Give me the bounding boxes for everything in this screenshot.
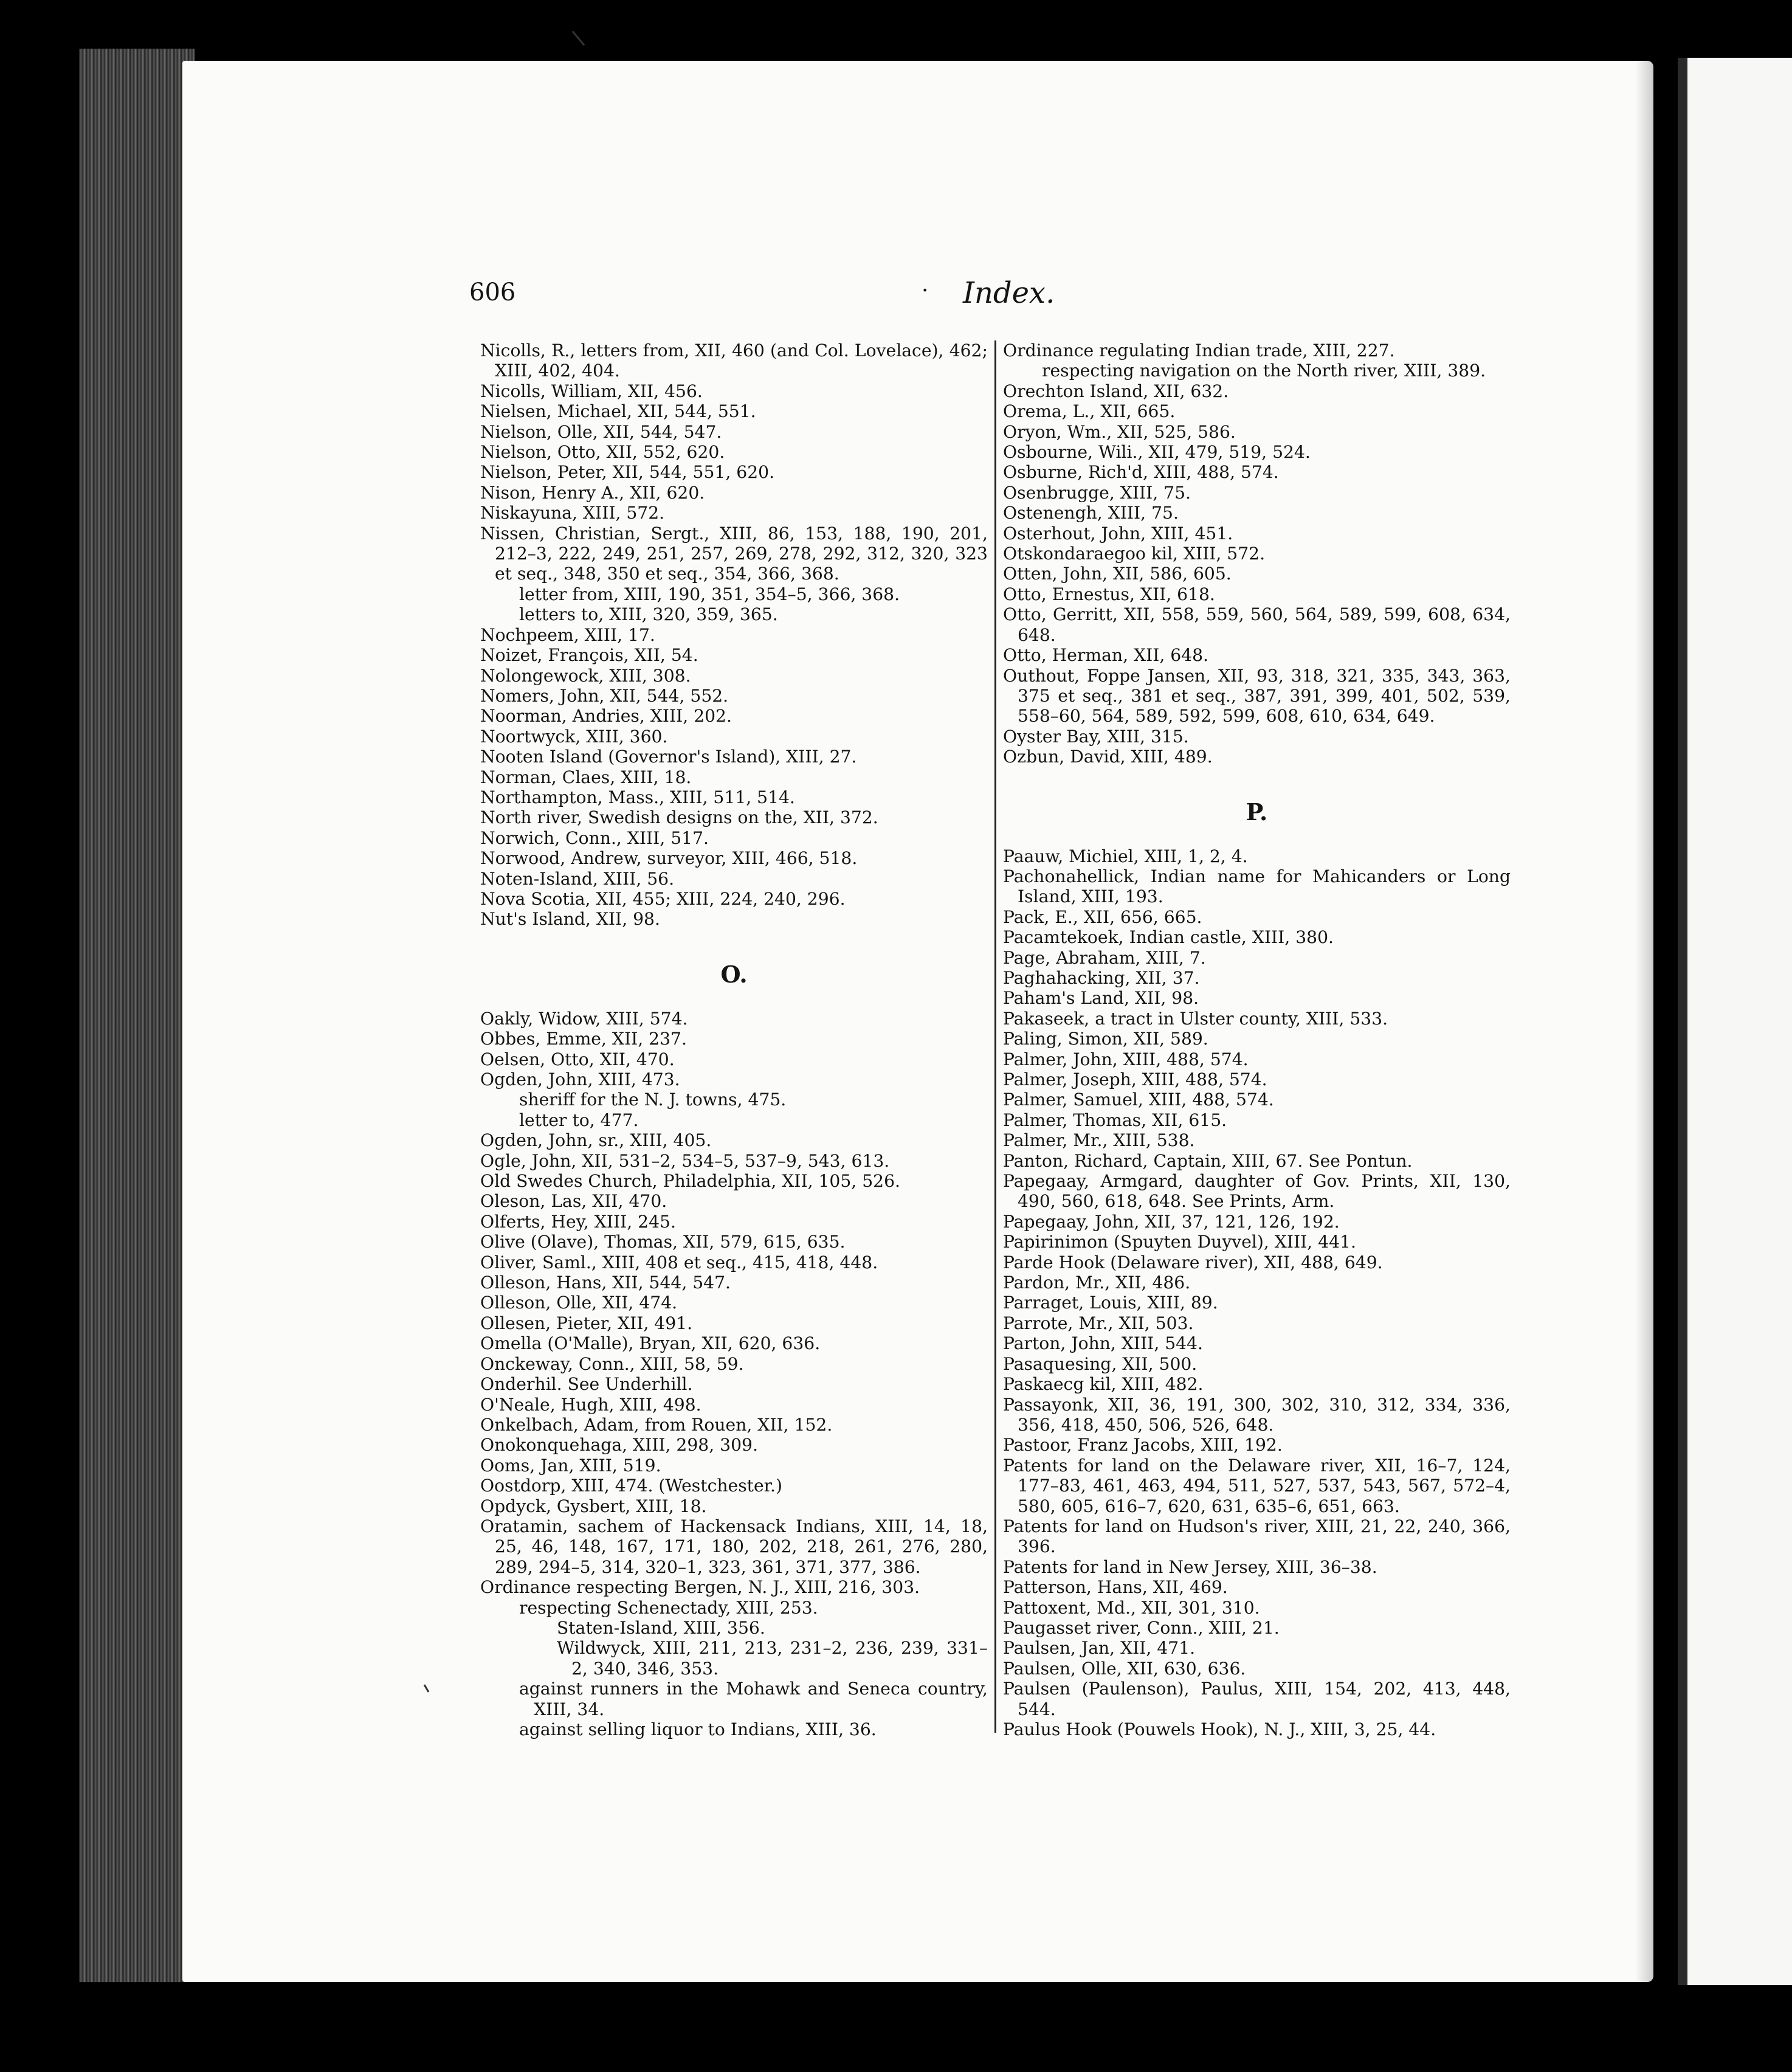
column-divider [994,340,996,1733]
index-entry: Patents for land on Hudson's river, XIII, 21, 22, 240, 366, 396. [1003,1516,1511,1557]
index-entry: Niskayuna, XIII, 572. [480,503,665,523]
index-entry: Ordinance respecting Bergen, N. J., XIII, 216, 303. [480,1577,920,1598]
index-entry: Paghahacking, XII, 37. [1003,967,1200,988]
index-entry: Onokonquehaga, XIII, 298, 309. [480,1435,758,1456]
index-entry: O'Neale, Hugh, XIII, 498. [480,1394,701,1415]
index-entry: Parde Hook (Delaware river), XII, 488, 649. [1003,1252,1383,1273]
section-letter-o: O. [720,960,748,988]
index-entry: Osbourne, Wili., XII, 479, 519, 524. [1003,442,1311,463]
index-entry: Papirinimon (Spuyten Duyvel), XIII, 441. [1003,1232,1356,1252]
index-entry: Paugasset river, Conn., XIII, 21. [1003,1617,1280,1638]
index-entry: Paulus Hook (Pouwels Hook), N. J., XIII, 3, 25, 44. [1003,1719,1436,1739]
page-header [0,278,1792,315]
index-entry: Nooten Island (Governor's Island), XIII, 27. [480,747,857,767]
index-entry: letter to, 477. [519,1110,639,1130]
index-entry: Ogden, John, XIII, 473. [480,1069,680,1090]
index-entry: Oratamin, sachem of Hackensack Indians, XIII, 14, 18, 25, 46, 148, 167, 171, 180, 202, 218, 261, 276, 280, 289, 294–5, 314, 320–1, 323, 361, 371, 377, 386. [480,1516,988,1577]
index-entry: Outhout, Foppe Jansen, XII, 93, 318, 321, 335, 343, 363, 375 et seq., 381 et seq., 387, 391, 399, 401, 502, 539, 558–60, 564, 589, 592, 599, 608, 610, 634, 649. [1003,665,1511,727]
index-entry: Olleson, Hans, XII, 544, 547. [480,1273,731,1293]
index-entry: sheriff for the N. J. towns, 475. [519,1090,787,1110]
index-entry: Noizet, François, XII, 54. [480,645,698,666]
index-entry: Northampton, Mass., XIII, 511, 514. [480,787,795,807]
index-entry: Page, Abraham, XIII, 7. [1003,947,1206,968]
index-entry: Pardon, Mr., XII, 486. [1003,1273,1191,1293]
index-entry: Orema, L., XII, 665. [1003,401,1176,422]
index-entry: respecting Schenectady, XIII, 253. [519,1597,818,1618]
index-entry: Paulsen, Olle, XII, 630, 636. [1003,1658,1246,1679]
left-column [480,340,988,1739]
index-entry: Oakly, Widow, XIII, 574. [480,1008,688,1029]
index-entry: Ogle, John, XII, 531–2, 534–5, 537–9, 543, 613. [480,1150,890,1171]
index-entry: Patents for land in New Jersey, XIII, 36–38. [1003,1556,1377,1577]
right-entries-o [1003,340,1511,767]
index-entry: Nut's Island, XII, 98. [480,909,660,930]
right-column [1003,340,1511,1739]
index-entry: Onckeway, Conn., XIII, 58, 59. [480,1353,744,1374]
index-entry: Nison, Henry A., XII, 620. [480,482,705,503]
index-entry: Oryon, Wm., XII, 525, 586. [1003,421,1236,442]
index-entry: Oyster Bay, XIII, 315. [1003,726,1189,747]
index-entry: Paling, Simon, XII, 589. [1003,1029,1208,1049]
index-entry: Nicolls, William, XII, 456. [480,381,703,401]
index-entry: Nissen, Christian, Sergt., XIII, 86, 153, 188, 190, 201, 212–3, 222, 249, 251, 257, 269, 278, 292, 312, 320, 323 et seq., 348, 350 et seq., 354, 366, 368. [480,523,988,584]
index-entry: Onkelbach, Adam, from Rouen, XII, 152. [480,1414,833,1435]
index-entry: Oelsen, Otto, XII, 470. [480,1049,675,1069]
index-entry: Nielson, Otto, XII, 552, 620. [480,442,725,463]
index-entry: Old Swedes Church, Philadelphia, XII, 105, 526. [480,1171,900,1192]
index-entry: Ozbun, David, XIII, 489. [1003,747,1213,767]
index-entry: Palmer, John, XIII, 488, 574. [1003,1049,1249,1069]
index-entry: Palmer, Thomas, XII, 615. [1003,1110,1227,1130]
index-entry: Nolongewock, XIII, 308. [480,665,691,686]
running-title: Index. [963,276,1055,310]
index-entry: Palmer, Joseph, XIII, 488, 574. [1003,1069,1267,1090]
index-entry: Oliver, Saml., XIII, 408 et seq., 415, 418, 448. [480,1252,878,1273]
facing-page-edge [1678,58,1792,1985]
index-entry: Pakaseek, a tract in Ulster county, XIII, 533. [1003,1008,1388,1029]
right-entries-p [1003,846,1511,1740]
index-entry: North river, Swedish designs on the, XII, 372. [480,807,878,828]
index-entry: Olleson, Olle, XII, 474. [480,1293,678,1313]
index-entry: Olferts, Hey, XIII, 245. [480,1211,676,1232]
index-entry: Osterhout, John, XIII, 451. [1003,523,1233,544]
index-entry: Noorman, Andries, XIII, 202. [480,706,732,727]
index-entry: Paskaecg kil, XIII, 482. [1003,1374,1204,1395]
index-entry: Parraget, Louis, XIII, 89. [1003,1293,1218,1313]
index-entry: Otto, Gerritt, XII, 558, 559, 560, 564, 589, 599, 608, 634, 648. [1003,604,1511,645]
index-entry: Olive (Olave), Thomas, XII, 579, 615, 635. [480,1232,846,1252]
index-entry: Noortwyck, XIII, 360. [480,726,668,747]
index-entry: Nova Scotia, XII, 455; XIII, 224, 240, 296. [480,888,846,909]
index-entry: Ooms, Jan, XIII, 519. [480,1455,661,1476]
index-entry: Paulsen, Jan, XII, 471. [1003,1638,1196,1659]
index-entry: letters to, XIII, 320, 359, 365. [519,604,778,625]
index-entry: Oleson, Las, XII, 470. [480,1191,667,1212]
index-entry: Pastoor, Franz Jacobs, XIII, 192. [1003,1435,1283,1456]
index-entry: Wildwyck, XIII, 211, 213, 231–2, 236, 239, 331–2, 340, 346, 353. [557,1638,988,1679]
index-entry: respecting navigation on the North river, XIII, 389. [1042,361,1486,381]
index-entry: Pattoxent, Md., XII, 301, 310. [1003,1597,1260,1618]
index-entry: Staten-Island, XIII, 356. [557,1617,765,1638]
book-spine-edge [79,49,195,1982]
page-number: 606 [469,278,516,306]
index-entry: Onderhil. See Underhill. [480,1374,693,1395]
index-entry: Osburne, Rich'd, XIII, 488, 574. [1003,462,1279,483]
left-entries-o [480,1009,988,1740]
index-entry: Opdyck, Gysbert, XIII, 18. [480,1496,707,1516]
index-entry: Palmer, Samuel, XIII, 488, 574. [1003,1090,1274,1110]
index-entry: Noten-Island, XIII, 56. [480,868,675,889]
index-entry: Orechton Island, XII, 632. [1003,381,1229,401]
index-entry: Omella (O'Malle), Bryan, XII, 620, 636. [480,1333,821,1354]
index-entry: Ollesen, Pieter, XII, 491. [480,1313,693,1333]
gutter-shadow [1635,61,1659,1982]
index-entry: Nielsen, Michael, XII, 544, 551. [480,401,756,422]
index-entry: Passayonk, XII, 36, 191, 300, 302, 310, 312, 334, 336, 356, 418, 450, 506, 526, 648. [1003,1394,1511,1435]
index-entry: Paauw, Michiel, XIII, 1, 2, 4. [1003,846,1248,866]
index-entry: Paham's Land, XII, 98. [1003,988,1199,1009]
index-entry: Otskondaraegoo kil, XIII, 572. [1003,544,1266,564]
index-entry: Pasaquesing, XII, 500. [1003,1353,1198,1374]
index-entry: against runners in the Mohawk and Seneca country, XIII, 34. [519,1679,988,1719]
index-entry: Papegaay, Armgard, daughter of Gov. Prints, XII, 130, 490, 560, 618, 648. See Prints, Arm. [1003,1171,1511,1212]
header-mark: · [922,278,929,303]
index-entry: Norwich, Conn., XIII, 517. [480,827,709,848]
index-entry: letter from, XIII, 190, 351, 354–5, 366, 368. [519,584,900,604]
index-entry: Panton, Richard, Captain, XIII, 67. See Pontun. [1003,1150,1413,1171]
index-entry: Ostenengh, XIII, 75. [1003,503,1179,523]
index-entry: Nielson, Olle, XII, 544, 547. [480,421,722,442]
index-entry: Parrote, Mr., XII, 503. [1003,1313,1194,1333]
index-entry: Palmer, Mr., XIII, 538. [1003,1130,1195,1151]
index-entry: Pachonahellick, Indian name for Mahicanders or Long Island, XIII, 193. [1003,866,1511,907]
index-entry: Pack, E., XII, 656, 665. [1003,906,1202,927]
index-entry: Papegaay, John, XII, 37, 121, 126, 192. [1003,1211,1340,1232]
index-entry: Obbes, Emme, XII, 237. [480,1029,687,1049]
index-entry: Osenbrugge, XIII, 75. [1003,482,1191,503]
index-entry: Patents for land on the Delaware river, XII, 16–7, 124, 177–83, 461, 463, 494, 511, 527, 537, 543, 567, 572–4, 580, 605, 616–7, 620, 631, 635–6, 651, 663. [1003,1455,1511,1516]
index-entry: Ordinance regulating Indian trade, XIII, 227. [1003,340,1395,361]
index-entry: Nochpeem, XIII, 17. [480,624,655,645]
index-entry: Otto, Ernestus, XII, 618. [1003,584,1215,604]
index-entry: against selling liquor to Indians, XIII, 36. [519,1719,877,1739]
index-entry: Oostdorp, XIII, 474. (Westchester.) [480,1476,783,1496]
index-entry: Nicolls, R., letters from, XII, 460 (and Col. Lovelace), 462; XIII, 402, 404. [480,340,988,381]
index-entry: Otten, John, XII, 586, 605. [1003,564,1232,584]
index-entry: Pacamtekoek, Indian castle, XIII, 380. [1003,927,1334,948]
index-entry: Nielson, Peter, XII, 544, 551, 620. [480,462,775,483]
index-entry: Norman, Claes, XIII, 18. [480,767,692,787]
scan-speck [572,31,585,46]
left-entries-n [480,340,988,930]
index-entry: Parton, John, XIII, 544. [1003,1333,1204,1354]
index-entry: Nomers, John, XII, 544, 552. [480,685,729,706]
section-letter-p: P. [1246,798,1268,826]
index-entry: Paulsen (Paulenson), Paulus, XIII, 154, 202, 413, 448, 544. [1003,1679,1511,1719]
index-entry: Patterson, Hans, XII, 469. [1003,1577,1228,1598]
index-entry: Ogden, John, sr., XIII, 405. [480,1130,712,1151]
index-entry: Norwood, Andrew, surveyor, XIII, 466, 518. [480,848,858,869]
index-entry: Otto, Herman, XII, 648. [1003,645,1209,666]
